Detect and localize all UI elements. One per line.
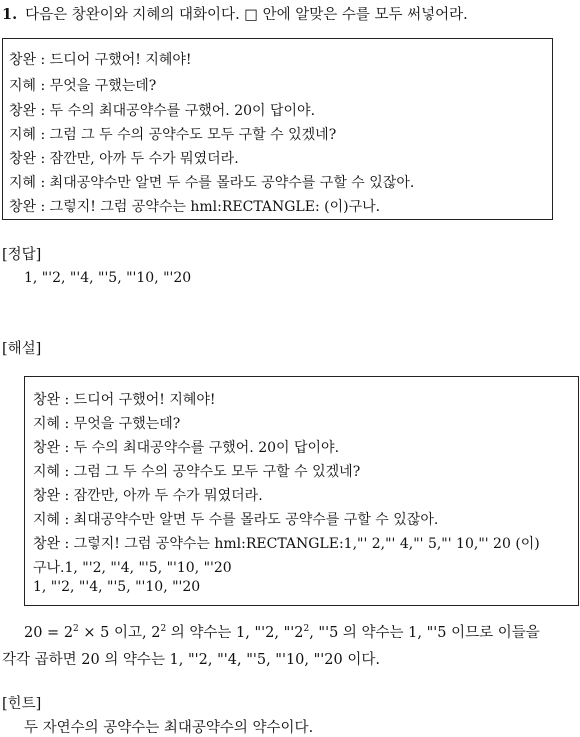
- explanation-box-line: 구나.1, "'2, "'4, "'5, "'10, "'20: [33, 560, 232, 576]
- dialogue-line: 지혜 : 무엇을 구했는데?: [9, 78, 157, 94]
- answer-heading: [정답]: [2, 247, 42, 263]
- explanation-box: [24, 376, 579, 606]
- dialogue-line: 창완 : 두 수의 최대공약수를 구했어. 20이 답이야.: [9, 103, 316, 119]
- explanation-box-line: 지혜 : 무엇을 구했는데?: [33, 416, 181, 432]
- explanation-line-2: 각각 곱하면 20 의 약수는 1, "'2, "'4, "'5, "'10, "'20 이다.: [2, 652, 380, 668]
- explanation-line-1: $20 = 2^2 \times 5$ 이고, $2^2$ 의 약수는 1, "'2, "'$2^2$, "'5 의 약수는 1, "'5 이므로 이들을: [24, 624, 540, 641]
- hint-text: 두 자연수의 공약수는 최대공약수의 약수이다.: [24, 720, 314, 736]
- question-number: 1.: [2, 6, 18, 23]
- dialogue-line: 지혜 : 최대공약수만 알면 두 수를 몰라도 공약수를 구할 수 있잖아.: [9, 175, 415, 191]
- question-text: 다음은 창완이와 지혜의 대화이다. □ 안에 알맞은 수를 모두 써넣어라.: [25, 7, 468, 23]
- explanation-box-line: 창완 : 그렇지! 그럼 공약수는 hml:RECTANGLE:1,"' 2,"' 4,"' 5,"' 10,"' 20 (이): [33, 536, 540, 552]
- explanation-box-line: 지혜 : 그럼 그 두 수의 공약수도 모두 구할 수 있겠네?: [33, 464, 361, 480]
- explanation-box-line: 지혜 : 최대공약수만 알면 두 수를 몰라도 공약수를 구할 수 있잖아.: [33, 512, 439, 528]
- explanation-box-line: 창완 : 두 수의 최대공약수를 구했어. 20이 답이야.: [33, 440, 340, 456]
- dialogue-line: 지혜 : 그럼 그 두 수의 공약수도 모두 구할 수 있겠네?: [9, 127, 337, 143]
- dialogue-line: 창완 : 드디어 구했어! 지혜야!: [9, 52, 192, 68]
- dialogue-line: 창완 : 그렇지! 그럼 공약수는 hml:RECTANGLE: (이)구나.: [9, 199, 381, 215]
- dialogue-line: 창완 : 잠깐만, 아까 두 수가 뭐였더라.: [9, 151, 239, 167]
- explanation-heading: [해설]: [2, 341, 42, 357]
- explanation-box-line: 창완 : 드디어 구했어! 지혜야!: [33, 392, 216, 408]
- explanation-box-line: 1, "'2, "'4, "'5, "'10, "'20: [33, 579, 201, 595]
- explanation-box-line: 창완 : 잠깐만, 아까 두 수가 뭐였더라.: [33, 488, 263, 504]
- dialogue-box: [2, 38, 553, 220]
- answer-text: 1, "'2, "'4, "'5, "'10, "'20: [24, 270, 192, 286]
- question-line: [2, 3, 468, 24]
- hint-heading: [힌트]: [2, 696, 42, 712]
